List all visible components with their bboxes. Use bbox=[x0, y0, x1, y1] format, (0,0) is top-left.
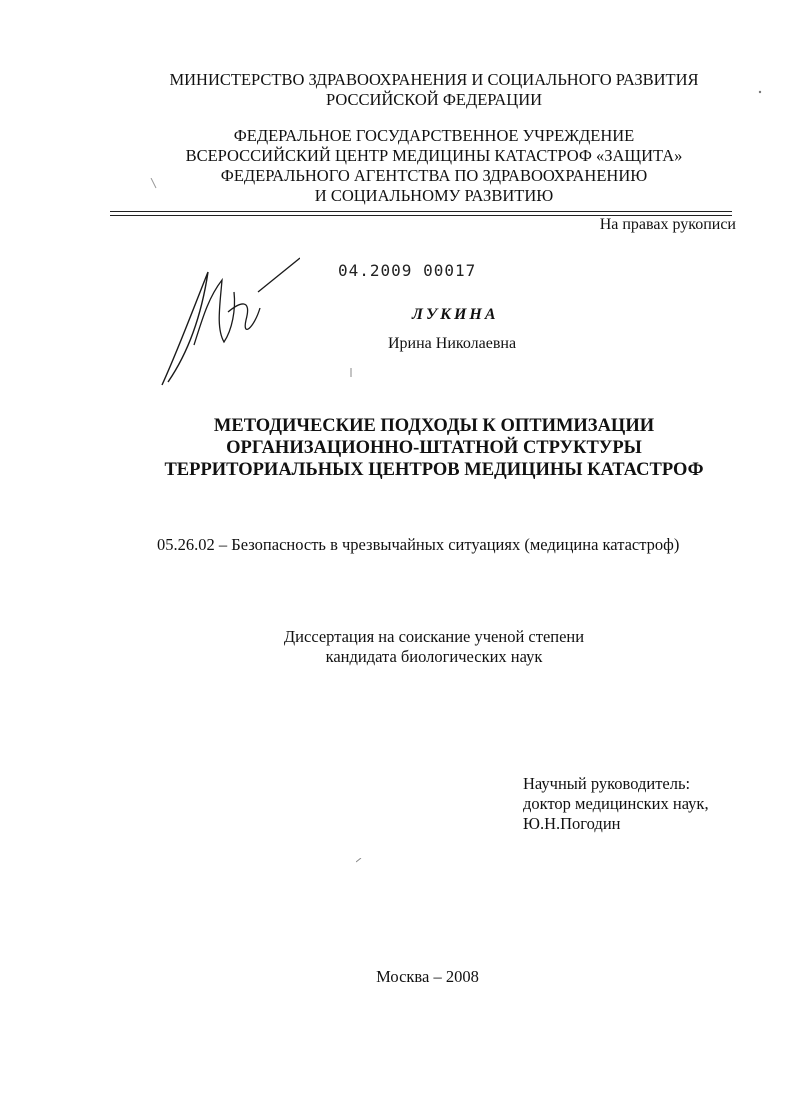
supervisor-info bbox=[523, 774, 709, 834]
title-line-3: ТЕРРИТОРИАЛЬНЫХ ЦЕНТРОВ МЕДИЦИНЫ КАТАСТРОФ bbox=[164, 460, 704, 480]
ministry-line-2: РОССИЙСКОЙ ФЕДЕРАЦИИ bbox=[325, 90, 543, 109]
scan-mark bbox=[150, 178, 158, 190]
institution-line-2: ВСЕРОССИЙСКИЙ ЦЕНТР МЕДИЦИНЫ КАТАСТРОФ «ЗАЩИТА» bbox=[185, 146, 683, 165]
ministry-header bbox=[0, 70, 795, 110]
header-divider-thick bbox=[110, 211, 732, 212]
handwritten-signature bbox=[150, 250, 300, 390]
supervisor-line-3: Ю.Н.Погодин bbox=[523, 814, 621, 833]
manuscript-note: На правах рукописи bbox=[599, 216, 736, 233]
degree-line-2: кандидата биологических наук bbox=[325, 647, 543, 666]
registration-number: 04.2009 00017 bbox=[338, 261, 477, 280]
title-line-1: МЕТОДИЧЕСКИЕ ПОДХОДЫ К ОПТИМИЗАЦИИ bbox=[213, 416, 655, 436]
institution-line-3: ФЕДЕРАЛЬНОГО АГЕНТСТВА ПО ЗДРАВООХРАНЕНИЮ bbox=[220, 166, 648, 185]
city-year: Москва – 2008 bbox=[376, 967, 479, 986]
scan-mark bbox=[356, 858, 362, 863]
scan-mark bbox=[758, 90, 762, 94]
title-line-2: ОРГАНИЗАЦИОННО-ШТАТНОЙ СТРУКТУРЫ bbox=[226, 438, 642, 458]
supervisor-line-2: доктор медицинских наук, bbox=[523, 794, 709, 813]
dissertation-title bbox=[0, 415, 795, 481]
scan-mark bbox=[350, 368, 354, 378]
institution-header bbox=[0, 126, 795, 206]
degree-statement bbox=[0, 627, 795, 667]
degree-line-1: Диссертация на соискание ученой степени bbox=[283, 627, 585, 646]
author-name: Ирина Николаевна bbox=[388, 335, 517, 352]
institution-line-1: ФЕДЕРАЛЬНОЕ ГОСУДАРСТВЕННОЕ УЧРЕЖДЕНИЕ bbox=[233, 126, 635, 145]
ministry-line-1: МИНИСТЕРСТВО ЗДРАВООХРАНЕНИЯ И СОЦИАЛЬНОГО РАЗВИТИЯ bbox=[169, 70, 699, 89]
author-surname: ЛУКИНА bbox=[412, 306, 499, 323]
specialty-code: 05.26.02 – Безопасность в чрезвычайных ситуациях (медицина катастроф) bbox=[157, 535, 680, 554]
supervisor-line-1: Научный руководитель: bbox=[523, 774, 691, 793]
institution-line-4: И СОЦИАЛЬНОМУ РАЗВИТИЮ bbox=[314, 186, 554, 205]
